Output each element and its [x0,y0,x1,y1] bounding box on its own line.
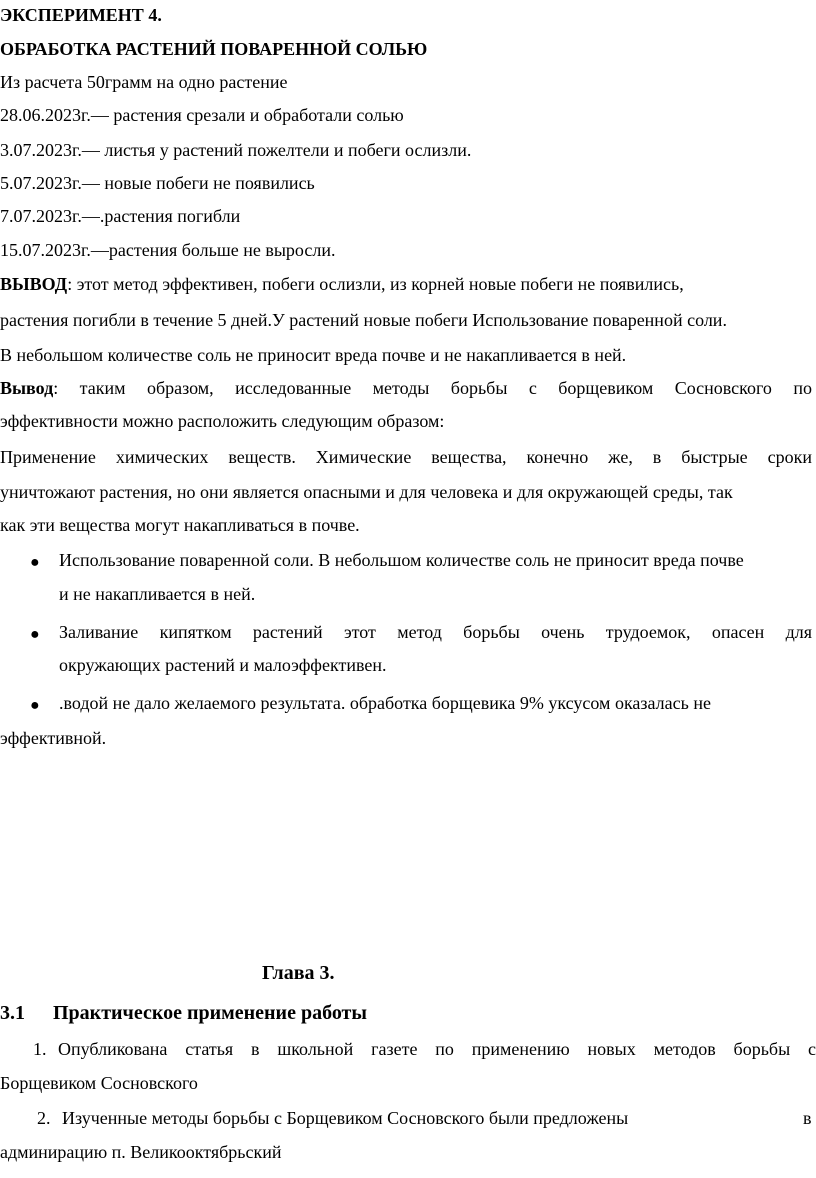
conclusion-1-line [0,273,684,295]
bullet-icon: ● [30,626,40,643]
list-item-line: Борщевиком Сосновского [0,1073,198,1093]
log-line: 3.07.2023г.— листья у растений пожелтели и побеги ослизли. [0,140,472,160]
section-title: Практическое применение работы [53,1002,367,1024]
conclusion-1-line: растения погибли в течение 5 дней.У растений новые побеги Использование поваренной соли. [0,310,727,330]
list-item-line: Опубликована статья в школьной газете по применению новых методов борьбы с [58,1039,816,1059]
conclusion-1-text: : этот метод эффективен, побеги ослизли, из корней новые побеги не появились, [67,274,684,294]
chemicals-line: Применение химических веществ. Химические вещества, конечно же, в быстрые сроки [0,447,812,467]
log-line: 5.07.2023г.— новые побеги не появились [0,173,315,193]
conclusion-1-label: ВЫВОД [0,274,68,294]
list-number: 1. [33,1039,47,1059]
bullet-item-line: эффективной. [0,728,107,748]
bullet-item-line: .водой не дало желаемого результата. обработка борщевика 9% уксусом оказалась не [59,693,711,713]
experiment-title: ЭКСПЕРИМЕНТ 4. [0,5,162,25]
log-line: Из расчета 50грамм на одно растение [0,72,288,92]
log-line: 28.06.2023г.— растения срезали и обработали солью [0,105,404,125]
chapter-heading: Глава 3. [262,962,335,984]
list-item-line-end: в [803,1108,812,1128]
conclusion-2-line: эффективности можно расположить следующим образом: [0,411,445,431]
bullet-item-line: Заливание кипятком растений этот метод борьбы очень трудоемок, опасен для [59,622,812,642]
list-item-line: админирацию п. Великооктябрьский [0,1142,282,1162]
conclusion-2-text: : таким образом, исследованные методы борьбы с борщевиком Сосновского по [53,378,812,398]
bullet-item-line: окружающих растений и малоэффективен. [59,655,387,675]
conclusion-1-line: В небольшом количестве соль не приносит вреда почве и не накапливается в ней. [0,345,627,365]
bullet-item-line: Использование поваренной соли. В небольшом количестве соль не приносит вреда почве [59,550,744,570]
bullet-item-line: и не накапливается в ней. [59,584,256,604]
chemicals-line: уничтожают растения, но они является опасными и для человека и для окружающей среды, так [0,482,733,502]
chemicals-line: как эти вещества могут накапливаться в почве. [0,515,360,535]
experiment-subtitle: ОБРАБОТКА РАСТЕНИЙ ПОВАРЕННОЙ СОЛЬЮ [0,39,428,59]
bullet-icon: ● [30,697,40,714]
log-line: 7.07.2023г.—.растения погибли [0,206,241,226]
log-line: 15.07.2023г.—растения больше не выросли. [0,240,336,260]
bullet-icon: ● [30,554,40,571]
list-number: 2. [37,1108,51,1128]
list-item-line: Изученные методы борьбы с Борщевиком Сосновского были предложены [62,1108,629,1128]
conclusion-2-label: Вывод [0,378,54,398]
conclusion-2-line [0,377,812,399]
section-number: 3.1 [0,1002,25,1024]
